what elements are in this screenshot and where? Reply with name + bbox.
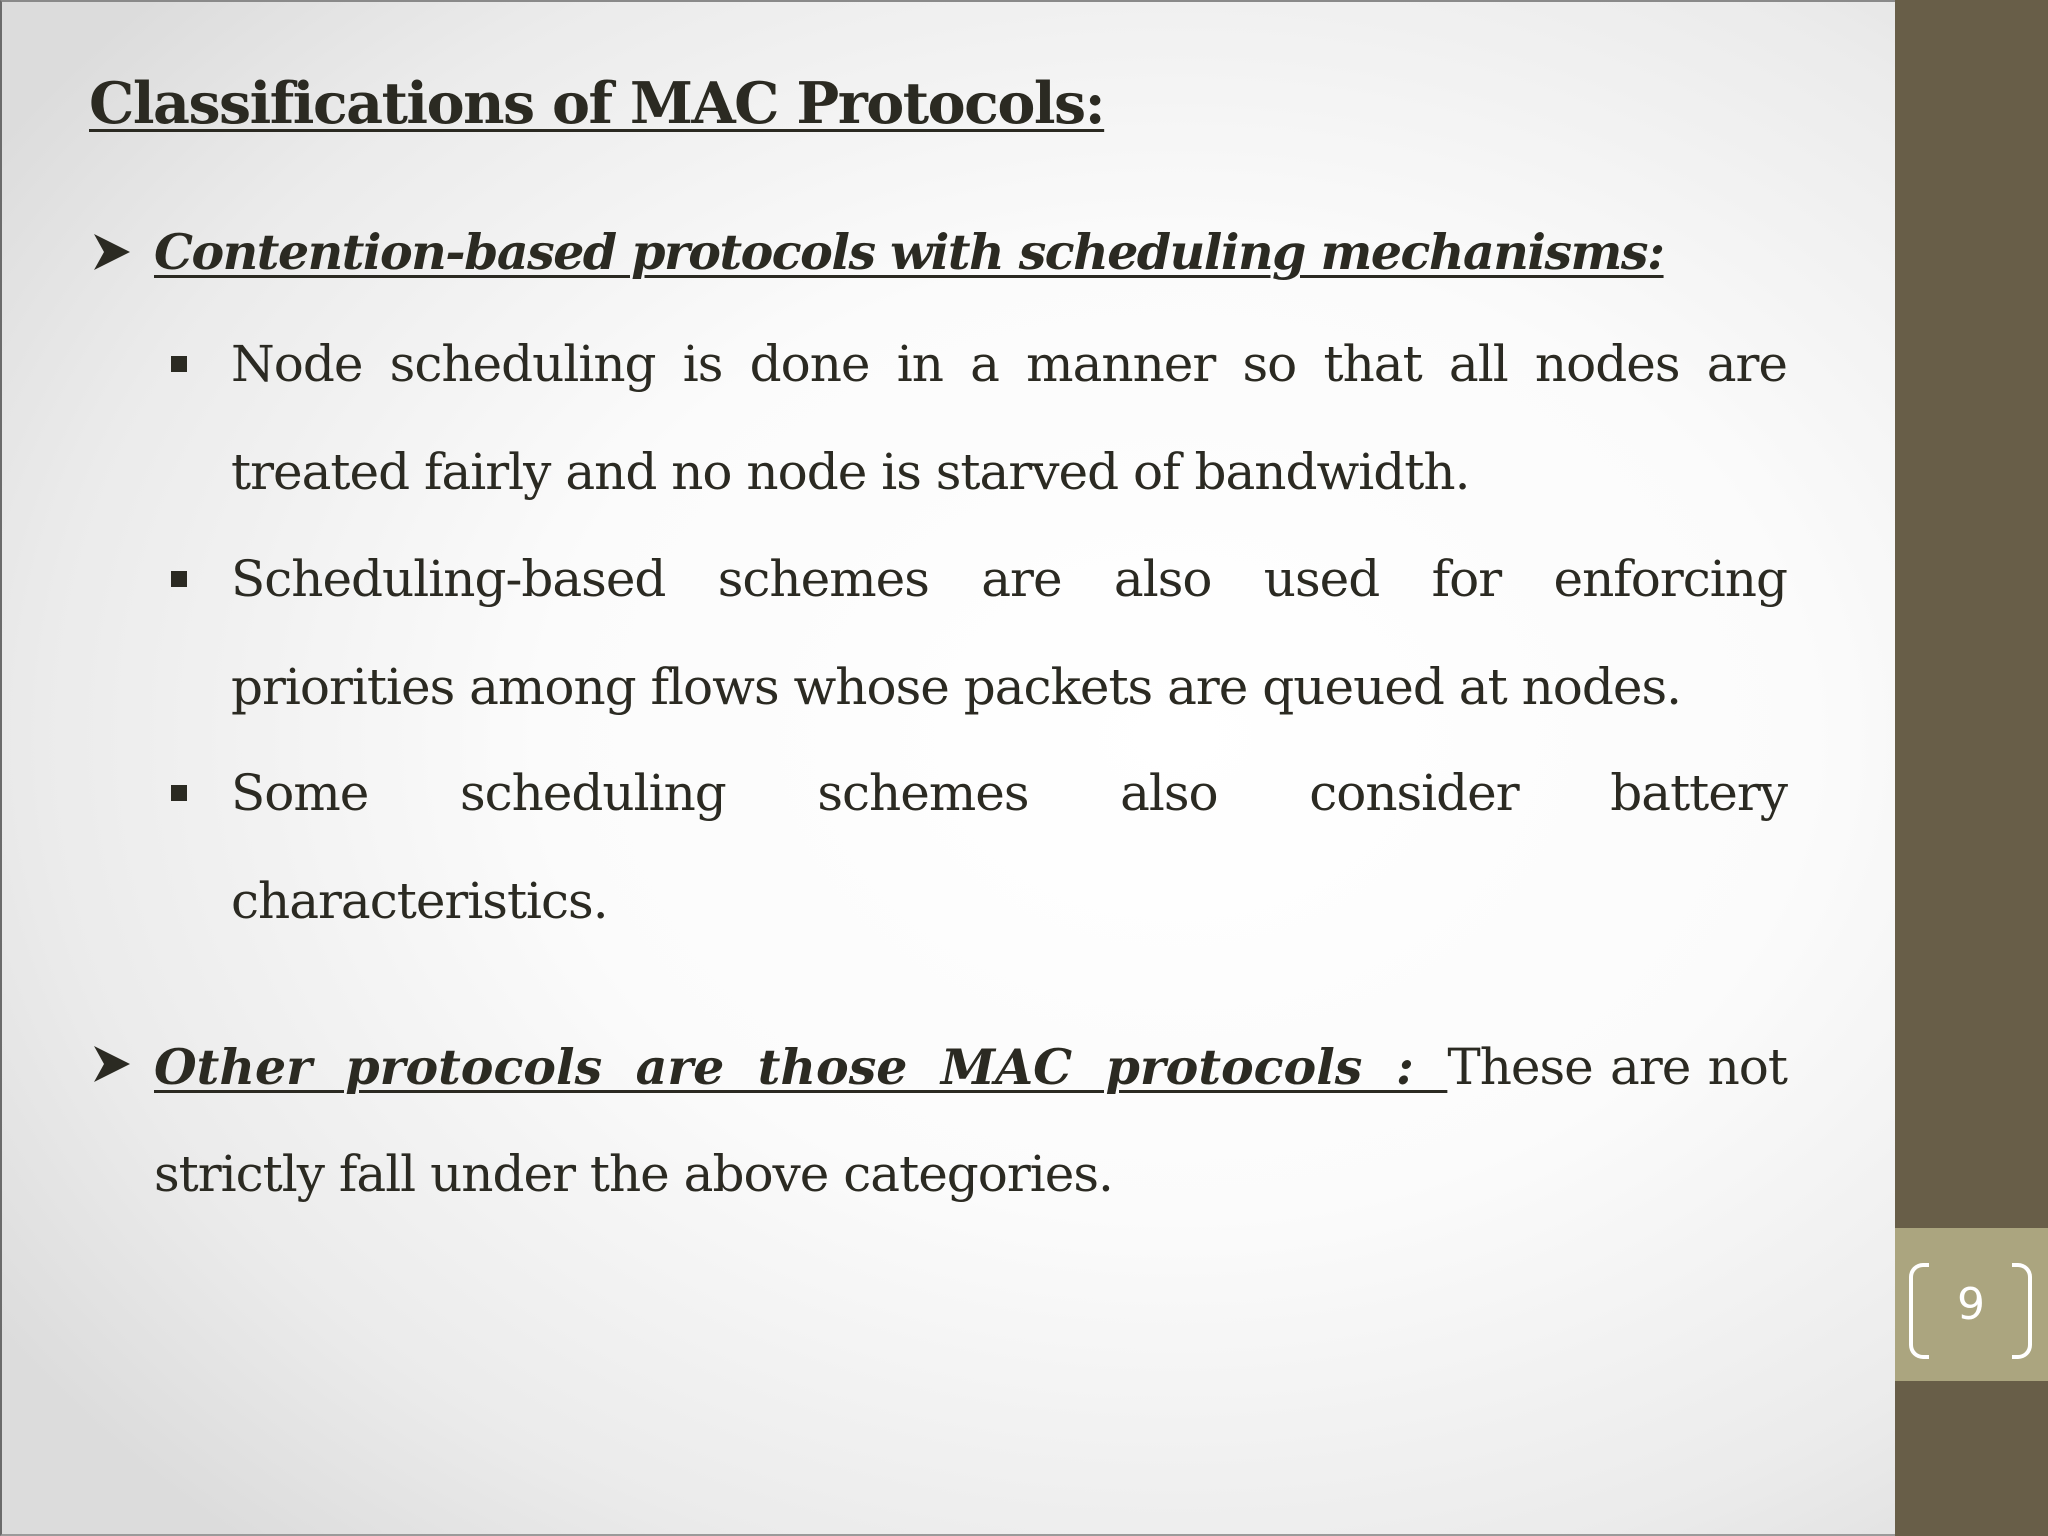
bullet-3-line-2: characteristics. — [231, 872, 608, 930]
section-other-protocols-line-1 — [154, 1013, 1787, 1121]
page-number: 9 — [1957, 1279, 1985, 1330]
square-bullet-icon — [171, 356, 187, 372]
bullet-1-line-1: Node scheduling is done in a manner so that all nodes are — [231, 335, 1787, 393]
bullet-3-line-1: Some scheduling schemes also consider battery — [231, 764, 1787, 822]
section-other-protocols-line-2: strictly fall under the above categories. — [154, 1145, 1113, 1203]
left-bracket-icon — [1909, 1263, 1929, 1359]
section-heading-contention: Contention-based protocols with scheduling mechanisms: — [154, 223, 1664, 281]
square-bullet-icon — [171, 571, 187, 587]
right-bracket-icon — [2012, 1263, 2032, 1359]
arrow-bullet-icon — [92, 232, 132, 272]
square-bullet-icon — [171, 785, 187, 801]
arrow-bullet-icon — [92, 1044, 132, 1084]
section-heading-other: Other protocols are those MAC protocols : — [154, 1038, 1448, 1096]
bullet-2-line-1: Scheduling-based schemes are also used for enforcing — [231, 550, 1787, 608]
slide-title: Classifications of MAC Protocols: — [89, 70, 1105, 137]
other-protocols-text: These are not — [1447, 1038, 1787, 1096]
bullet-2-line-2: priorities among flows whose packets are queued at nodes. — [231, 658, 1682, 716]
bullet-1-line-2: treated fairly and no node is starved of bandwidth. — [231, 443, 1470, 501]
